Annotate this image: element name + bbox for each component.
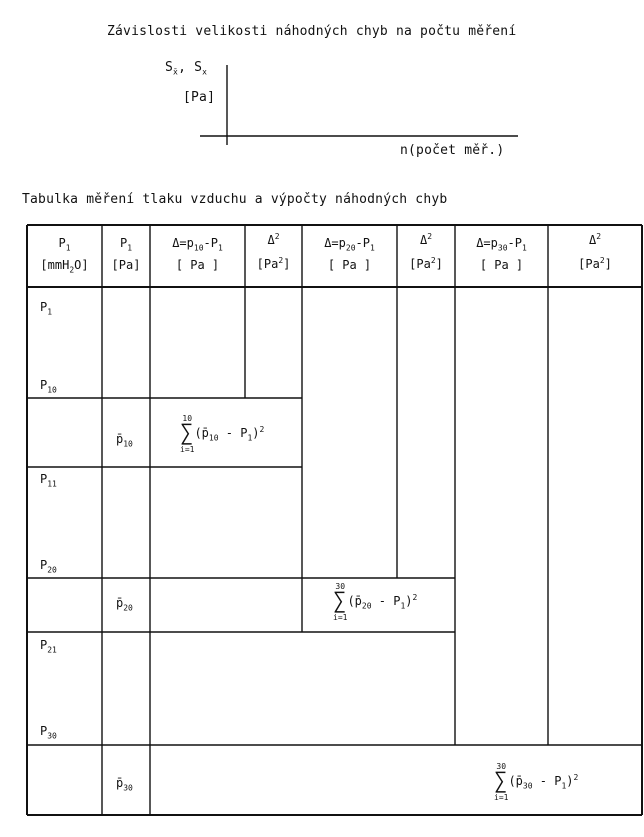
header-delta-10: $\Delta=p_{10}-P_1$ [ Pa ] <box>172 236 223 273</box>
row-label-p21: $P_{21}$ <box>40 638 57 655</box>
sum-formula-30: 30 ∑ i=1 $(p̄_{30} - P_1)^2$ <box>494 762 579 802</box>
row-label-p1: $P_1$ <box>40 300 53 317</box>
row-label-p10: $P_{10}$ <box>40 378 57 395</box>
header-delta-sq-20: $\Delta^2$ [Pa$^2$] <box>409 232 443 271</box>
mean-label-10: $p̄_{10}$ <box>116 432 133 449</box>
graph-y-label: $S_{x̄}$, $S_x$ <box>165 60 208 77</box>
header-p-pa: $P_1$ [Pa] <box>111 236 141 273</box>
table-title: Tabulka měření tlaku vzduchu a výpočty náhodných chyb <box>22 192 448 207</box>
row-label-p20: $P_{20}$ <box>40 558 57 575</box>
graph-x-label: n(počet měř.) <box>400 143 505 158</box>
header-p-mmh2o: $P_1$ [mmH$_2$O] <box>40 236 89 275</box>
sum-formula-20: 30 ∑ i=1 $(p̄_{20} - P_1)^2$ <box>333 582 418 622</box>
sum-formula-10: 10 ∑ i=1 $(p̄_{10} - P_1)^2$ <box>180 414 265 454</box>
header-delta-20: $\Delta=p_{20}-P_1$ [ Pa ] <box>324 236 375 273</box>
mean-label-20: $p̄_{20}$ <box>116 596 133 613</box>
header-delta-30: $\Delta=p_{30}-P_1$ [ Pa ] <box>476 236 527 273</box>
graph-title: Závislosti velikosti náhodných chyb na počtu měření <box>107 24 517 39</box>
header-delta-sq-30: $\Delta^2$ [Pa$^2$] <box>578 232 612 271</box>
graph-y-unit: [Pa] <box>183 90 216 105</box>
mean-label-30: $p̄_{30}$ <box>116 776 133 793</box>
row-label-p30: $P_{30}$ <box>40 724 57 741</box>
header-delta-sq-10: $\Delta^2$ [Pa$^2$] <box>256 232 291 271</box>
row-label-p11: $P_{11}$ <box>40 472 57 489</box>
